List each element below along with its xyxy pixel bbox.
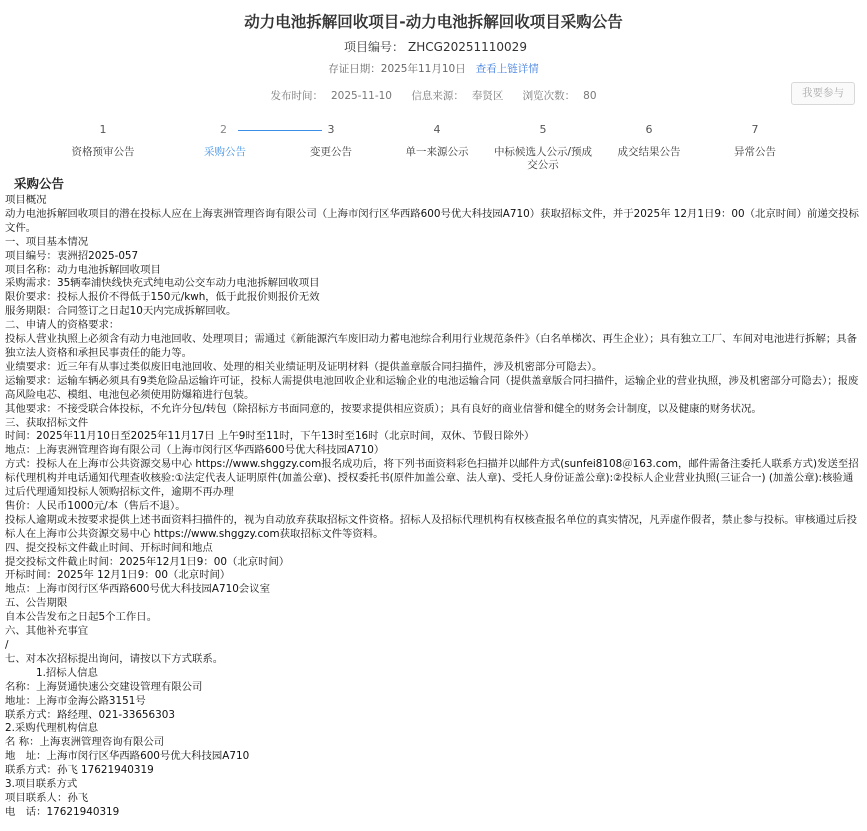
section-heading: 五、公告期限 bbox=[5, 597, 68, 610]
text-line: 地点：上海市闵行区华西路600号优大科技园A710会议室 bbox=[5, 583, 270, 596]
text-line: 服务期限：合同签订之日起10天内完成拆解回收。 bbox=[5, 305, 237, 318]
join-button[interactable]: 我要参与 bbox=[791, 82, 855, 105]
step-candidate-publicity[interactable]: 5 中标候选人公示/预成交公示 bbox=[493, 123, 593, 171]
step-procurement-notice[interactable]: 2 采购公告 bbox=[204, 123, 246, 158]
step-single-source[interactable]: 4 单一来源公示 bbox=[405, 123, 469, 158]
section-heading: 六、其他补充事宜 bbox=[5, 625, 89, 638]
text-line: 售价：人民币1000元/本（售后不退）。 bbox=[5, 499, 186, 512]
section-heading: 三、获取招标文件 bbox=[5, 416, 89, 429]
text-line: 地址：上海市金海公路3151号 bbox=[5, 694, 146, 707]
text-line: 联系方式：路经理、021-33656303 bbox=[5, 708, 175, 721]
deposit-date-line bbox=[0, 61, 867, 76]
text-line: 时间：2025年11月10日至2025年11月17日 上午9时至11时，下午13时至16时（北京时间，双休、节假日除外） bbox=[5, 430, 535, 443]
text-line: 3.项目联系方式 bbox=[5, 778, 78, 791]
section-heading: 四、提交投标文件截止时间、开标时间和地点 bbox=[5, 541, 213, 554]
process-steps bbox=[50, 122, 810, 182]
text-line: 2.采购代理机构信息 bbox=[5, 722, 99, 735]
text-line: 电 话：17621940319 bbox=[5, 805, 120, 818]
step-result-notice[interactable]: 6 成交结果公告 bbox=[617, 123, 681, 158]
text-line: 其他要求：不接受联合体投标，不允许分包/转包（除招标方书面同意的，按要求提供相应资质）；具有良好的商业信誉和健全的财务会计制度，以及健康的财务状况。 bbox=[5, 402, 762, 415]
project-number-line bbox=[0, 38, 867, 55]
text-line: / bbox=[5, 639, 9, 651]
project-number: ZHCG20251110029 bbox=[408, 40, 527, 54]
step-exception-notice[interactable]: 7 异常公告 bbox=[734, 123, 776, 158]
text-line: 项目概况 bbox=[5, 194, 47, 206]
notice-content bbox=[5, 194, 862, 820]
text-line: 采购需求：35辆奉浦快线快充式纯电动公交车动力电池拆解回收项目 bbox=[5, 277, 320, 290]
view-chain-details-link[interactable]: 查看上链详情 bbox=[475, 63, 539, 75]
section-heading: 一、项目基本情况 bbox=[5, 235, 89, 248]
section-title: 采购公告 bbox=[14, 176, 65, 191]
publish-meta bbox=[0, 88, 867, 103]
deposit-date-label: 存证日期： bbox=[328, 63, 381, 75]
text-line: 开标时间：2025年 12月1日9：00（北京时间） bbox=[5, 569, 231, 582]
text-line: 业绩要求：近三年有从事过类似废旧电池回收、处理的相关业绩证明及证明材料（提供盖章版合同扫描件，涉及机密部分可隐去）。 bbox=[5, 360, 603, 373]
step-prequalification[interactable]: 1 资格预审公告 bbox=[71, 123, 135, 158]
text-line: 项目联系人：孙飞 bbox=[5, 791, 89, 804]
view-count: 浏览次数： 80 bbox=[522, 90, 597, 102]
text-line: 限价要求：投标人报价不得低于150元/kwh，低于此报价则报价无效 bbox=[5, 291, 320, 304]
text-line: 地 址：上海市闵行区华西路600号优大科技园A710 bbox=[5, 750, 250, 763]
info-source: 信息来源： 奉贤区 bbox=[411, 90, 504, 102]
text-line: 1.招标人信息 bbox=[36, 666, 98, 679]
text-line: 投标人逾期或未按要求提供上述书面资料扫描件的，视为自动放弃获取招标文件资格。招标人及招标代理机构有权核查报名单位的真实情况，凡弄虚作假者，禁止参与投标。审核通过后投标人在上海市公共资源交易中心 https://www.shggzy.com获取招标文件等资料。 bbox=[5, 513, 858, 540]
text-line: 提交投标文件截止时间：2025年12月1日9：00（北京时间） bbox=[5, 555, 290, 568]
deposit-date: 2025年11月10日 bbox=[380, 63, 466, 75]
text-line: 名称：上海贤通快速公交建设管理有限公司 bbox=[5, 680, 203, 693]
step-change-notice[interactable]: 3 变更公告 bbox=[310, 123, 352, 158]
text-line: 投标人营业执照上必须含有动力电池回收、处理项目；需通过《新能源汽车废旧动力蓄电池综合利用行业规范条件》（白名单梯次、再生企业）；具有独立工厂、车间对电池进行拆解；具备独立法人资格和承担民事责任的能力等。 bbox=[5, 333, 858, 359]
project-number-label: 项目编号： bbox=[344, 40, 405, 54]
publish-time: 发布时间： 2025-11-10 bbox=[270, 90, 392, 102]
text-line: 联系方式：孙飞 17621940319 bbox=[5, 764, 154, 777]
text-line: 项目编号：衷洲招2025-057 bbox=[5, 249, 139, 262]
page-title: 动力电池拆解回收项目-动力电池拆解回收项目采购公告 bbox=[244, 13, 623, 31]
text-line: 地点：上海衷洲管理咨询有限公司（上海市闵行区华西路600号优大科技园A710） bbox=[5, 444, 385, 457]
text-line: 项目名称：动力电池拆解回收项目 bbox=[5, 263, 161, 276]
text-line: 运输要求：运输车辆必须具有9类危险品运输许可证，投标人需提供电池回收企业和运输企业的电池运输合同（提供盖章版合同扫描件，运输企业的营业执照，涉及机密部分可隐去）；报废高风险电芯、模组、电池包必须使用防爆箱进行包装。 bbox=[5, 374, 859, 401]
section-heading: 七、对本次招标提出询问，请按以下方式联系。 bbox=[5, 652, 224, 665]
text-line: 方式：投标人在上海市公共资源交易中心 https://www.shggzy.com报名成功后，将下列书面资料彩色扫描并以邮件方式(sunfei8108＠163.com，邮件需备注委托人联系方式)发送至招标代理机构并电话通知代理查收核验:①法定代表人证明原件(加盖公章)、授权委托书(原件加盖公章、法人章)、受托人身份证盖公章):②投标人企业营业执照(三证合一) (加盖公章):核验通过后代理通知投标人领购招标文件，逾期不再办理 bbox=[5, 458, 859, 499]
section-heading: 二、申请人的资格要求： bbox=[5, 319, 120, 332]
text-line: 动力电池拆解回收项目的潜在投标人应在上海衷洲管理咨询有限公司（上海市闵行区华西路600号优大科技园A710）获取招标文件，并于2025年 12月1日9：00（北京时间）前递交投标文件。 bbox=[5, 207, 859, 234]
text-line: 名 称：上海衷洲管理咨询有限公司 bbox=[5, 736, 165, 749]
text-line: 自本公告发布之日起5个工作日。 bbox=[5, 611, 158, 624]
